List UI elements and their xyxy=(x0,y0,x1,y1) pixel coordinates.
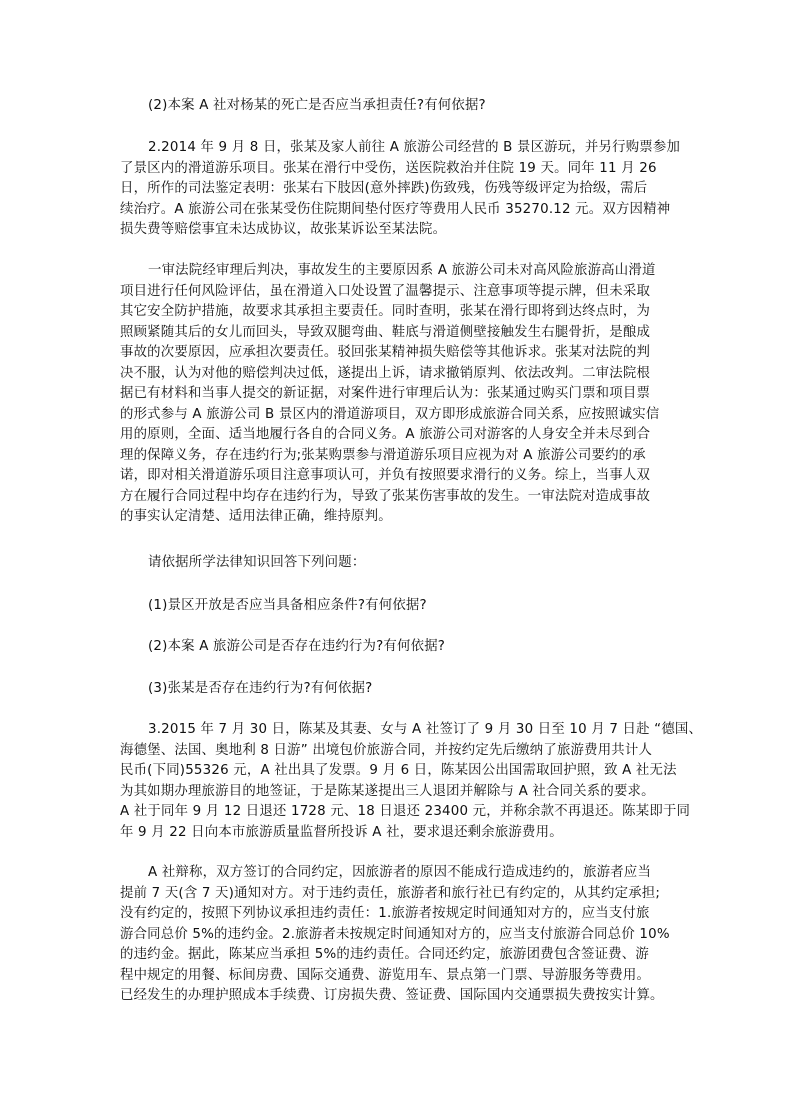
question-1-paragraph xyxy=(120,596,690,617)
text-line: 日，所作的司法鉴定表明：张某右下肢因(意外摔跌)伤致残，伤残等级评定为拾级，需后 xyxy=(120,181,648,196)
question-2-paragraph xyxy=(120,637,690,658)
text-line: 用的原则，全面、适当地履行各自的合同义务。A 旅游公司对游客的人身安全并未尽到合 xyxy=(120,427,651,442)
text-line: 决不服，认为对他的赔偿判决过低，遂提出上诉，请求撤销原判、依法改判。二审法院根 xyxy=(120,365,651,381)
text-line: 了景区内的滑道游乐项目。张某在滑行中受伤，送医院救治并住院 19 天。同年 11 月 26 xyxy=(120,160,657,176)
case-2-facts-paragraph xyxy=(120,138,690,241)
instruction-paragraph xyxy=(120,553,690,574)
case-3-defense-paragraph xyxy=(120,863,690,1007)
text-line: 照顾紧随其后的女儿而回头，导致双腿弯曲、鞋底与滑道侧壁接触发生右腿骨折，是酿成 xyxy=(120,324,651,340)
text-line: 项目进行任何风险评估，虽在滑道入口处设置了温馨提示、注意事项等提示牌，但未采取 xyxy=(120,283,651,299)
text-line: 事故的次要原因，应承担次要责任。驳回张某精神损失赔偿等其他诉求。张某对法院的判 xyxy=(120,345,651,360)
text-line: 为其如期办理旅游目的地签证，于是陈某遂提出三人退团并解除与 A 社合同关系的要求。 xyxy=(120,783,655,799)
text-line: (1)景区开放是否应当具备相应条件?有何依据? xyxy=(148,598,427,613)
text-line: (2)本案 A 旅游公司是否存在违约行为?有何依据? xyxy=(148,639,446,654)
text-line: 3.2015 年 7 月 30 日，陈某及其妻、女与 A 社签订了 9 月 30 日至 10 月 7 日赴 “德国、 xyxy=(148,722,703,737)
text-line: A 社于同年 9 月 12 日退还 1728 元、18 日退还 23400 元，并称余款不再退还。陈某即于同 xyxy=(120,804,691,819)
text-line: 诺，即对相关滑道游乐项目注意事项认可，并负有按照要求滑行的义务。综上，当事人双 xyxy=(120,468,651,483)
text-line: (2)本案 A 社对杨某的死亡是否应当承担责任?有何依据? xyxy=(148,98,486,113)
text-line: 年 9 月 22 日向本市旅游质量监督所投诉 A 社，要求退还剩余旅游费用。 xyxy=(120,824,563,840)
text-line: 已经发生的办理护照成本手续费、订房损失费、签证费、国际国内交通票损失费按实计算。 xyxy=(120,988,664,1003)
text-line: 方在履行合同过程中均存在违约行为，导致了张某伤害事故的发生。一审法院对造成事故 xyxy=(120,488,651,504)
question-3-paragraph xyxy=(120,679,690,700)
text-line: 其它安全防护措施，故要求其承担主要责任。同时查明，张某在滑行即将到达终点时，为 xyxy=(120,304,651,319)
text-line: 2.2014 年 9 月 8 日，张某及家人前往 A 旅游公司经营的 B 景区游玩，并另行购票参加 xyxy=(148,140,681,155)
case-2-judgment-paragraph xyxy=(120,261,690,528)
text-line: 的形式参与 A 旅游公司 B 景区内的滑道游项目，双方即形成旅游合同关系，应按照诚实信 xyxy=(120,406,660,422)
text-line: 游合同总价 5%的违约金。2.旅游者未按规定时间通知对方的，应当支付旅游合同总价 10% xyxy=(120,926,670,942)
text-line: 的事实认定清楚、适用法律正确，维持原判。 xyxy=(120,509,392,524)
text-line: 一审法院经审理后判决，事故发生的主要原因系 A 旅游公司未对高风险旅游高山滑道 xyxy=(148,263,656,278)
text-line: 损失费等赔偿事宜未达成协议，故张某诉讼至某法院。 xyxy=(120,222,447,237)
question-2-case1-paragraph xyxy=(120,96,690,117)
text-line: 据已有材料和当事人提交的新证据，对案件进行审理后认为：张某通过购买门票和项目票 xyxy=(120,386,651,401)
text-line: 理的保障义务，存在违约行为;张某购票参与滑道游乐项目应视为对 A 旅游公司要约的承 xyxy=(120,447,646,463)
text-line: 没有约定的，按照下列协议承担违约责任：1.旅游者按规定时间通知对方的，应当支付旅 xyxy=(120,906,650,921)
text-line: A 社辩称，双方签订的合同约定，因旅游者的原因不能成行造成违约的，旅游者应当 xyxy=(148,865,652,880)
text-line: (3)张某是否存在违约行为?有何依据? xyxy=(148,681,373,696)
case-3-facts-paragraph xyxy=(120,720,703,843)
text-line: 提前 7 天(含 7 天)通知对方。对于违约责任，旅游者和旅行社已有约定的，从其约定承担; xyxy=(120,885,661,901)
text-line: 续治疗。A 旅游公司在张某受伤住院期间垫付医疗等费用人民币 35270.12 元。双方因精神 xyxy=(120,201,671,217)
text-line: 程中规定的用餐、标间房费、国际交通费、游览用车、景点第一门票、导游服务等费用。 xyxy=(120,967,651,983)
text-line: 的违约金。据此，陈某应当承担 5%的违约责任。合同还约定，旅游团费包含签证费、游 xyxy=(120,947,649,962)
text-line: 海德堡、法国、奥地利 8 日游” 出境包价旅游合同，并按约定先后缴纳了旅游费用共计人 xyxy=(120,742,653,758)
text-line: 请依据所学法律知识回答下列问题： xyxy=(148,555,366,570)
text-line: 民币(下同)55326 元，A 社出具了发票。9 月 6 日，陈某因公出国需取回护照，致 A 社无法 xyxy=(120,763,677,778)
